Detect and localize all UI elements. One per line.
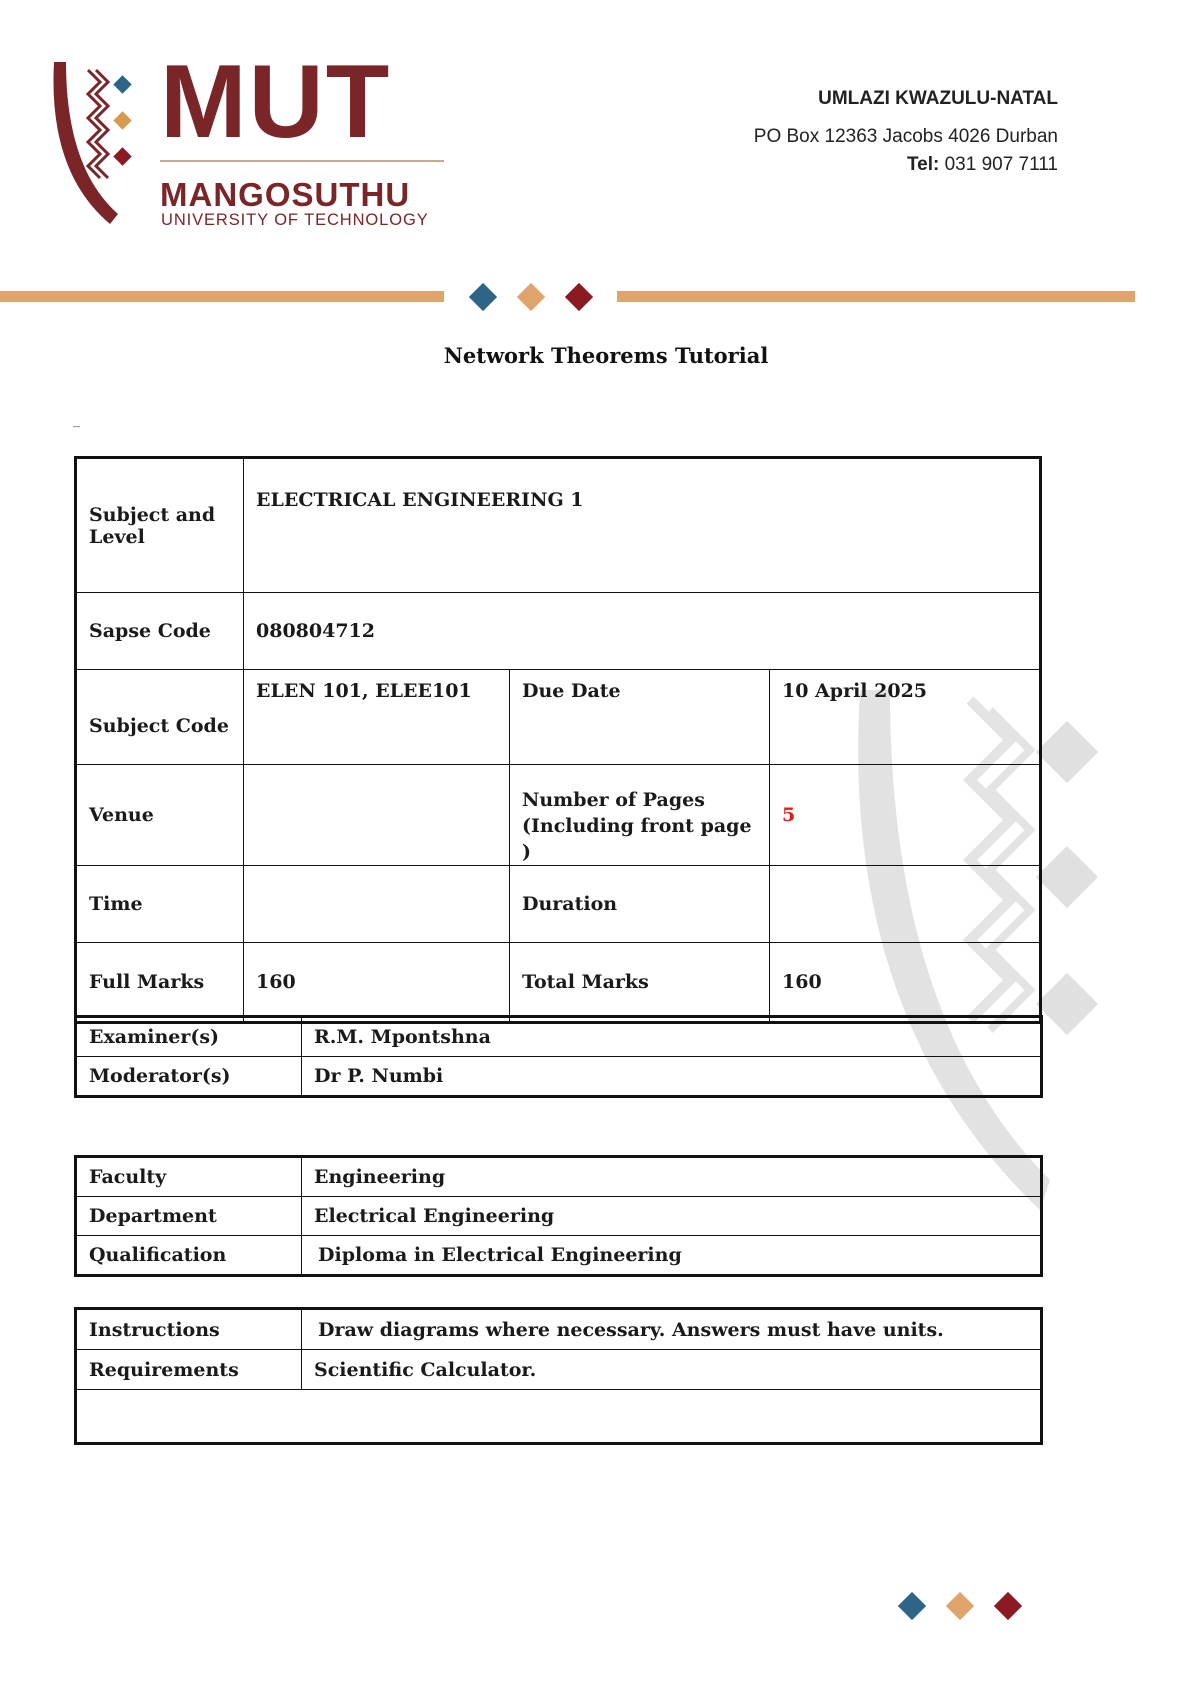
footer-red-diamond-icon [994,1592,1022,1620]
table-row [76,1309,1042,1350]
venue-value [244,765,510,866]
logo-emblem [48,62,168,232]
total-marks-value: 160 [770,943,1041,1023]
table-row [76,593,1041,670]
pages-value: 5 [770,765,1041,866]
address-city: UMLAZI KWAZULU-NATAL [818,88,1058,109]
subject-code-label: Subject Code [76,670,244,765]
red-diamond-icon [565,283,593,311]
faculty-label: Faculty [76,1157,302,1197]
separator-bar-left [0,291,444,302]
table-row [76,765,1041,866]
examiners-table [74,1015,1043,1098]
table-row [76,670,1041,765]
sapse-code-label: Sapse Code [76,593,244,670]
logo-name: MANGOSUTHU [160,176,411,213]
subject-code-value: ELEN 101, ELEE101 [244,670,510,765]
tel-label: Tel: [906,154,940,175]
document-title: Network Theorems Tutorial [443,343,769,368]
tel-value: 031 907 7111 [939,154,1058,175]
table-row [76,1017,1042,1057]
table-row [76,1236,1042,1276]
course-details-table [74,456,1042,1024]
moderator-value: Dr P. Numbi [302,1057,1042,1097]
logo-initials: MUT [160,44,392,160]
table-row [76,1350,1042,1390]
orange-diamond-icon [517,283,545,311]
faculty-value: Engineering [302,1157,1042,1197]
duration-value [770,866,1041,943]
qualification-label: Qualification [76,1236,302,1276]
time-label: Time [76,866,244,943]
instructions-value: Draw diagrams where necessary. Answers must have units. [302,1309,1042,1350]
due-date-label: Due Date [510,670,770,765]
instructions-label: Instructions [76,1309,302,1350]
table-row [76,458,1041,593]
blue-diamond-icon [469,283,497,311]
full-marks-value: 160 [244,943,510,1023]
venue-label: Venue [76,765,244,866]
requirements-value: Scientific Calculator. [302,1350,1042,1390]
total-marks-label: Total Marks [510,943,770,1023]
table-row [76,1390,1042,1444]
moderator-label: Moderator(s) [76,1057,302,1097]
separator-bar-right [617,291,1135,302]
time-value [244,866,510,943]
requirements-label: Requirements [76,1350,302,1390]
table-row [76,866,1041,943]
table-row [76,1157,1042,1197]
duration-label: Duration [510,866,770,943]
logo-divider [160,160,444,162]
logo-subtitle: UNIVERSITY OF TECHNOLOGY [161,211,429,229]
address-po-box: PO Box 12363 Jacobs 4026 Durban [753,126,1058,147]
footer-blue-diamond-icon [898,1592,926,1620]
examiner-label: Examiner(s) [76,1017,302,1057]
qualification-value: Diploma in Electrical Engineering [302,1236,1042,1276]
table-row [76,943,1041,1023]
pages-label: Number of Pages (Including front page ) [510,765,770,866]
stray-dash: _ [73,412,80,428]
full-marks-label: Full Marks [76,943,244,1023]
sapse-code-value: 080804712 [244,593,1041,670]
instructions-table [74,1307,1043,1445]
address-telephone [907,154,1058,176]
examiner-value: R.M. Mpontshna [302,1017,1042,1057]
due-date-value: 10 April 2025 [770,670,1041,765]
subject-label: Subject and Level [76,458,244,593]
faculty-table [74,1155,1043,1277]
subject-value: ELECTRICAL ENGINEERING 1 [244,458,1041,593]
footer-orange-diamond-icon [946,1592,974,1620]
table-row [76,1197,1042,1236]
department-label: Department [76,1197,302,1236]
table-row [76,1057,1042,1097]
blank-cell [76,1390,1042,1444]
department-value: Electrical Engineering [302,1197,1042,1236]
